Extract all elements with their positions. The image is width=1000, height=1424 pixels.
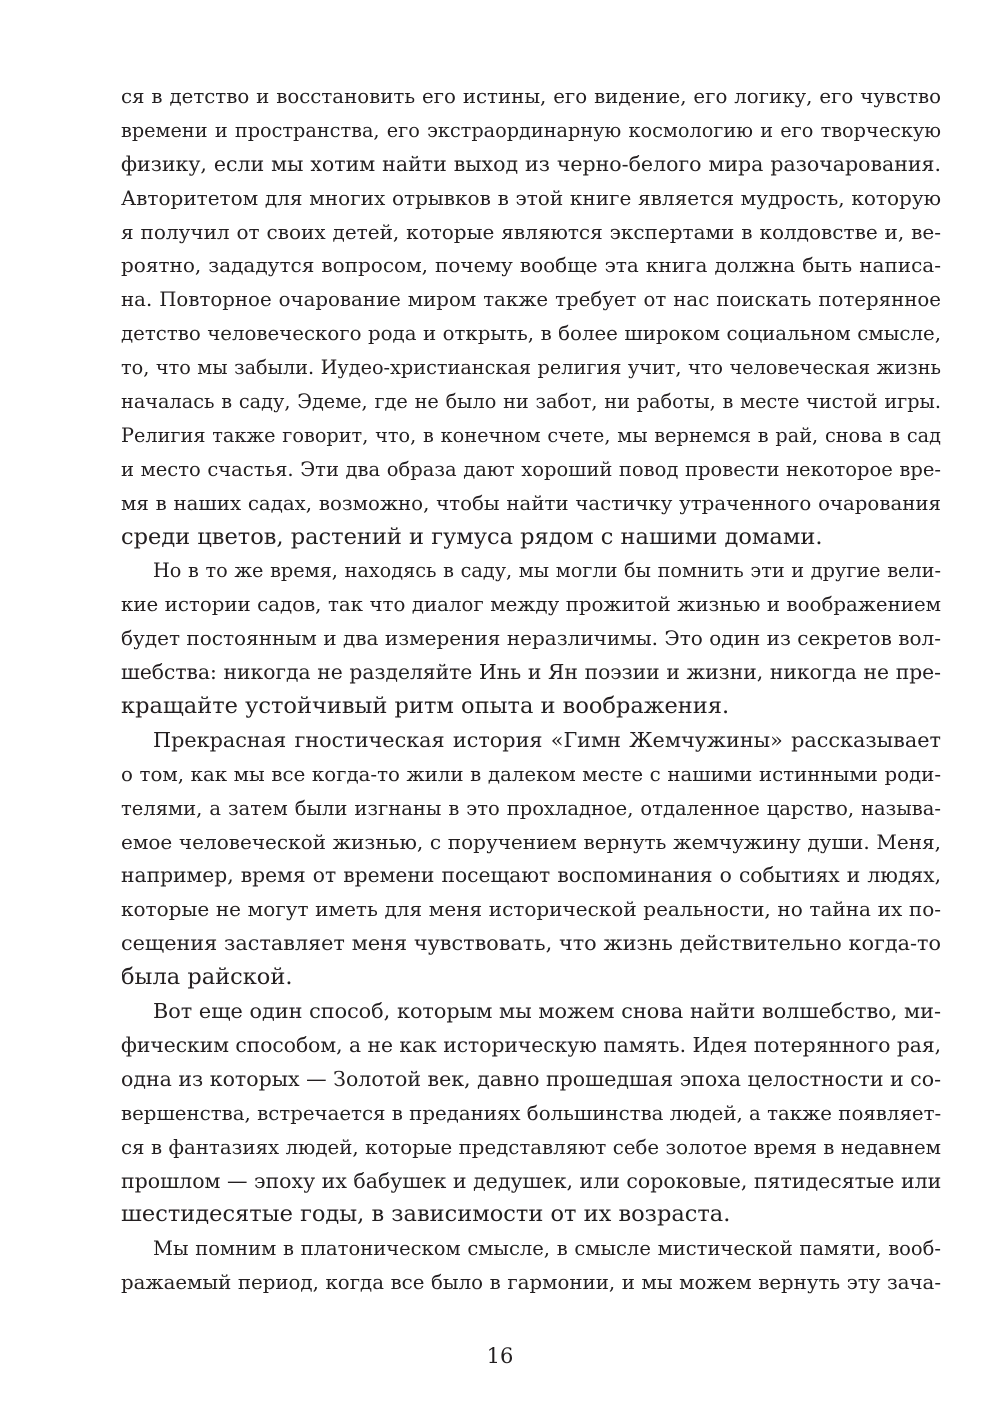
text-line: и место счастья. Эти два образа дают хороший повод провести некоторое вре- xyxy=(121,457,941,481)
text-line: кие истории садов, так что диалог между прожитой жизнью и воображением xyxy=(121,593,941,617)
text-line: детство человеческого рода и открыть, в более широком социальном смысле, xyxy=(121,322,941,346)
text-line: фическим способом, а не как историческую память. Идея потерянного рая, xyxy=(121,1032,941,1057)
text-line: одна из которых — Золотой век, давно прошедшая эпоха целостности и со- xyxy=(121,1066,941,1091)
text-line: Религия также говорит, что, в конечном счете, мы вернемся в рай, снова в сад xyxy=(121,423,941,447)
text-line: телями, а затем были изгнаны в это прохладное, отдаленное царство, называ- xyxy=(121,796,941,820)
body-text xyxy=(121,80,941,1300)
text-line: вершенства, встречается в преданиях большинства людей, а также появляет- xyxy=(121,1101,941,1125)
text-line: кращайте устойчивый ритм опыта и воображения. xyxy=(121,693,730,720)
text-line: времени и пространства, его экстраординарную космологию и его творческую xyxy=(121,118,941,142)
text-line: физику, если мы хотим найти выход из черно-белого мира разочарования. xyxy=(121,151,941,176)
text-line: то, что мы забыли. Иудео-христианская религия учит, что человеческая жизнь xyxy=(121,356,941,380)
text-line: была райской. xyxy=(121,964,293,991)
text-line: ражаемый период, когда все было в гармонии, и мы можем вернуть эту зача- xyxy=(121,1271,941,1295)
text-line: мя в наших садах, возможно, чтобы найти частичку утраченного очарования xyxy=(121,491,941,515)
text-line: прошлом — эпоху их бабушек и дедушек, или сороковые, пятидесятые или xyxy=(121,1168,941,1193)
text-line: о том, как мы все когда-то жили в далеком месте с нашими истинными роди- xyxy=(121,762,941,786)
text-line: сещения заставляет меня чувствовать, что жизнь действительно когда-то xyxy=(121,931,941,956)
text-line: началась в саду, Эдеме, где не было ни забот, ни работы, в месте чистой игры. xyxy=(121,390,941,414)
text-line: ся в фантазиях людей, которые представляют себе золотое время в недавнем xyxy=(121,1135,941,1159)
text-line: Вот еще один способ, которым мы можем снова найти волшебство, ми- xyxy=(153,999,941,1024)
text-line: которые не могут иметь для меня исторической реальности, но тайна их по- xyxy=(121,897,941,922)
text-line: например, время от времени посещают воспоминания о событиях и людях, xyxy=(121,863,941,888)
page-number: 16 xyxy=(486,1344,514,1368)
text-line: емое человеческой жизнью, с поручением вернуть жемчужину души. Меня, xyxy=(121,829,941,854)
text-line: роятно, зададутся вопросом, почему вообще эта книга должна быть написа- xyxy=(121,253,941,278)
text-line: Мы помним в платоническом смысле, в смысле мистической памяти, вооб- xyxy=(153,1237,941,1261)
text-line: Но в то же время, находясь в саду, мы могли бы помнить эти и другие вели- xyxy=(153,559,941,583)
text-line: шебства: никогда не разделяйте Инь и Ян поэзии и жизни, никогда не пре- xyxy=(121,660,941,685)
text-line: ся в детство и восстановить его истины, его видение, его логику, его чувство xyxy=(121,85,941,108)
text-line: Авторитетом для многих отрывков в этой книге является мудрость, которую xyxy=(121,185,941,210)
text-line: Прекрасная гностическая история «Гимн Жемчужины» рассказывает xyxy=(153,727,941,752)
text-line: на. Повторное очарование миром также требует от нас поискать потерянное xyxy=(121,288,941,312)
text-line: будет постоянным и два измерения неразличимы. Это один из секретов вол- xyxy=(121,626,941,651)
text-line: шестидесятые годы, в зависимости от их возраста. xyxy=(121,1201,731,1228)
text-line: среди цветов, растений и гумуса рядом с нашими домами. xyxy=(121,523,823,550)
text-line: я получил от своих детей, которые являются экспертами в колдовстве и, ве- xyxy=(121,219,941,244)
